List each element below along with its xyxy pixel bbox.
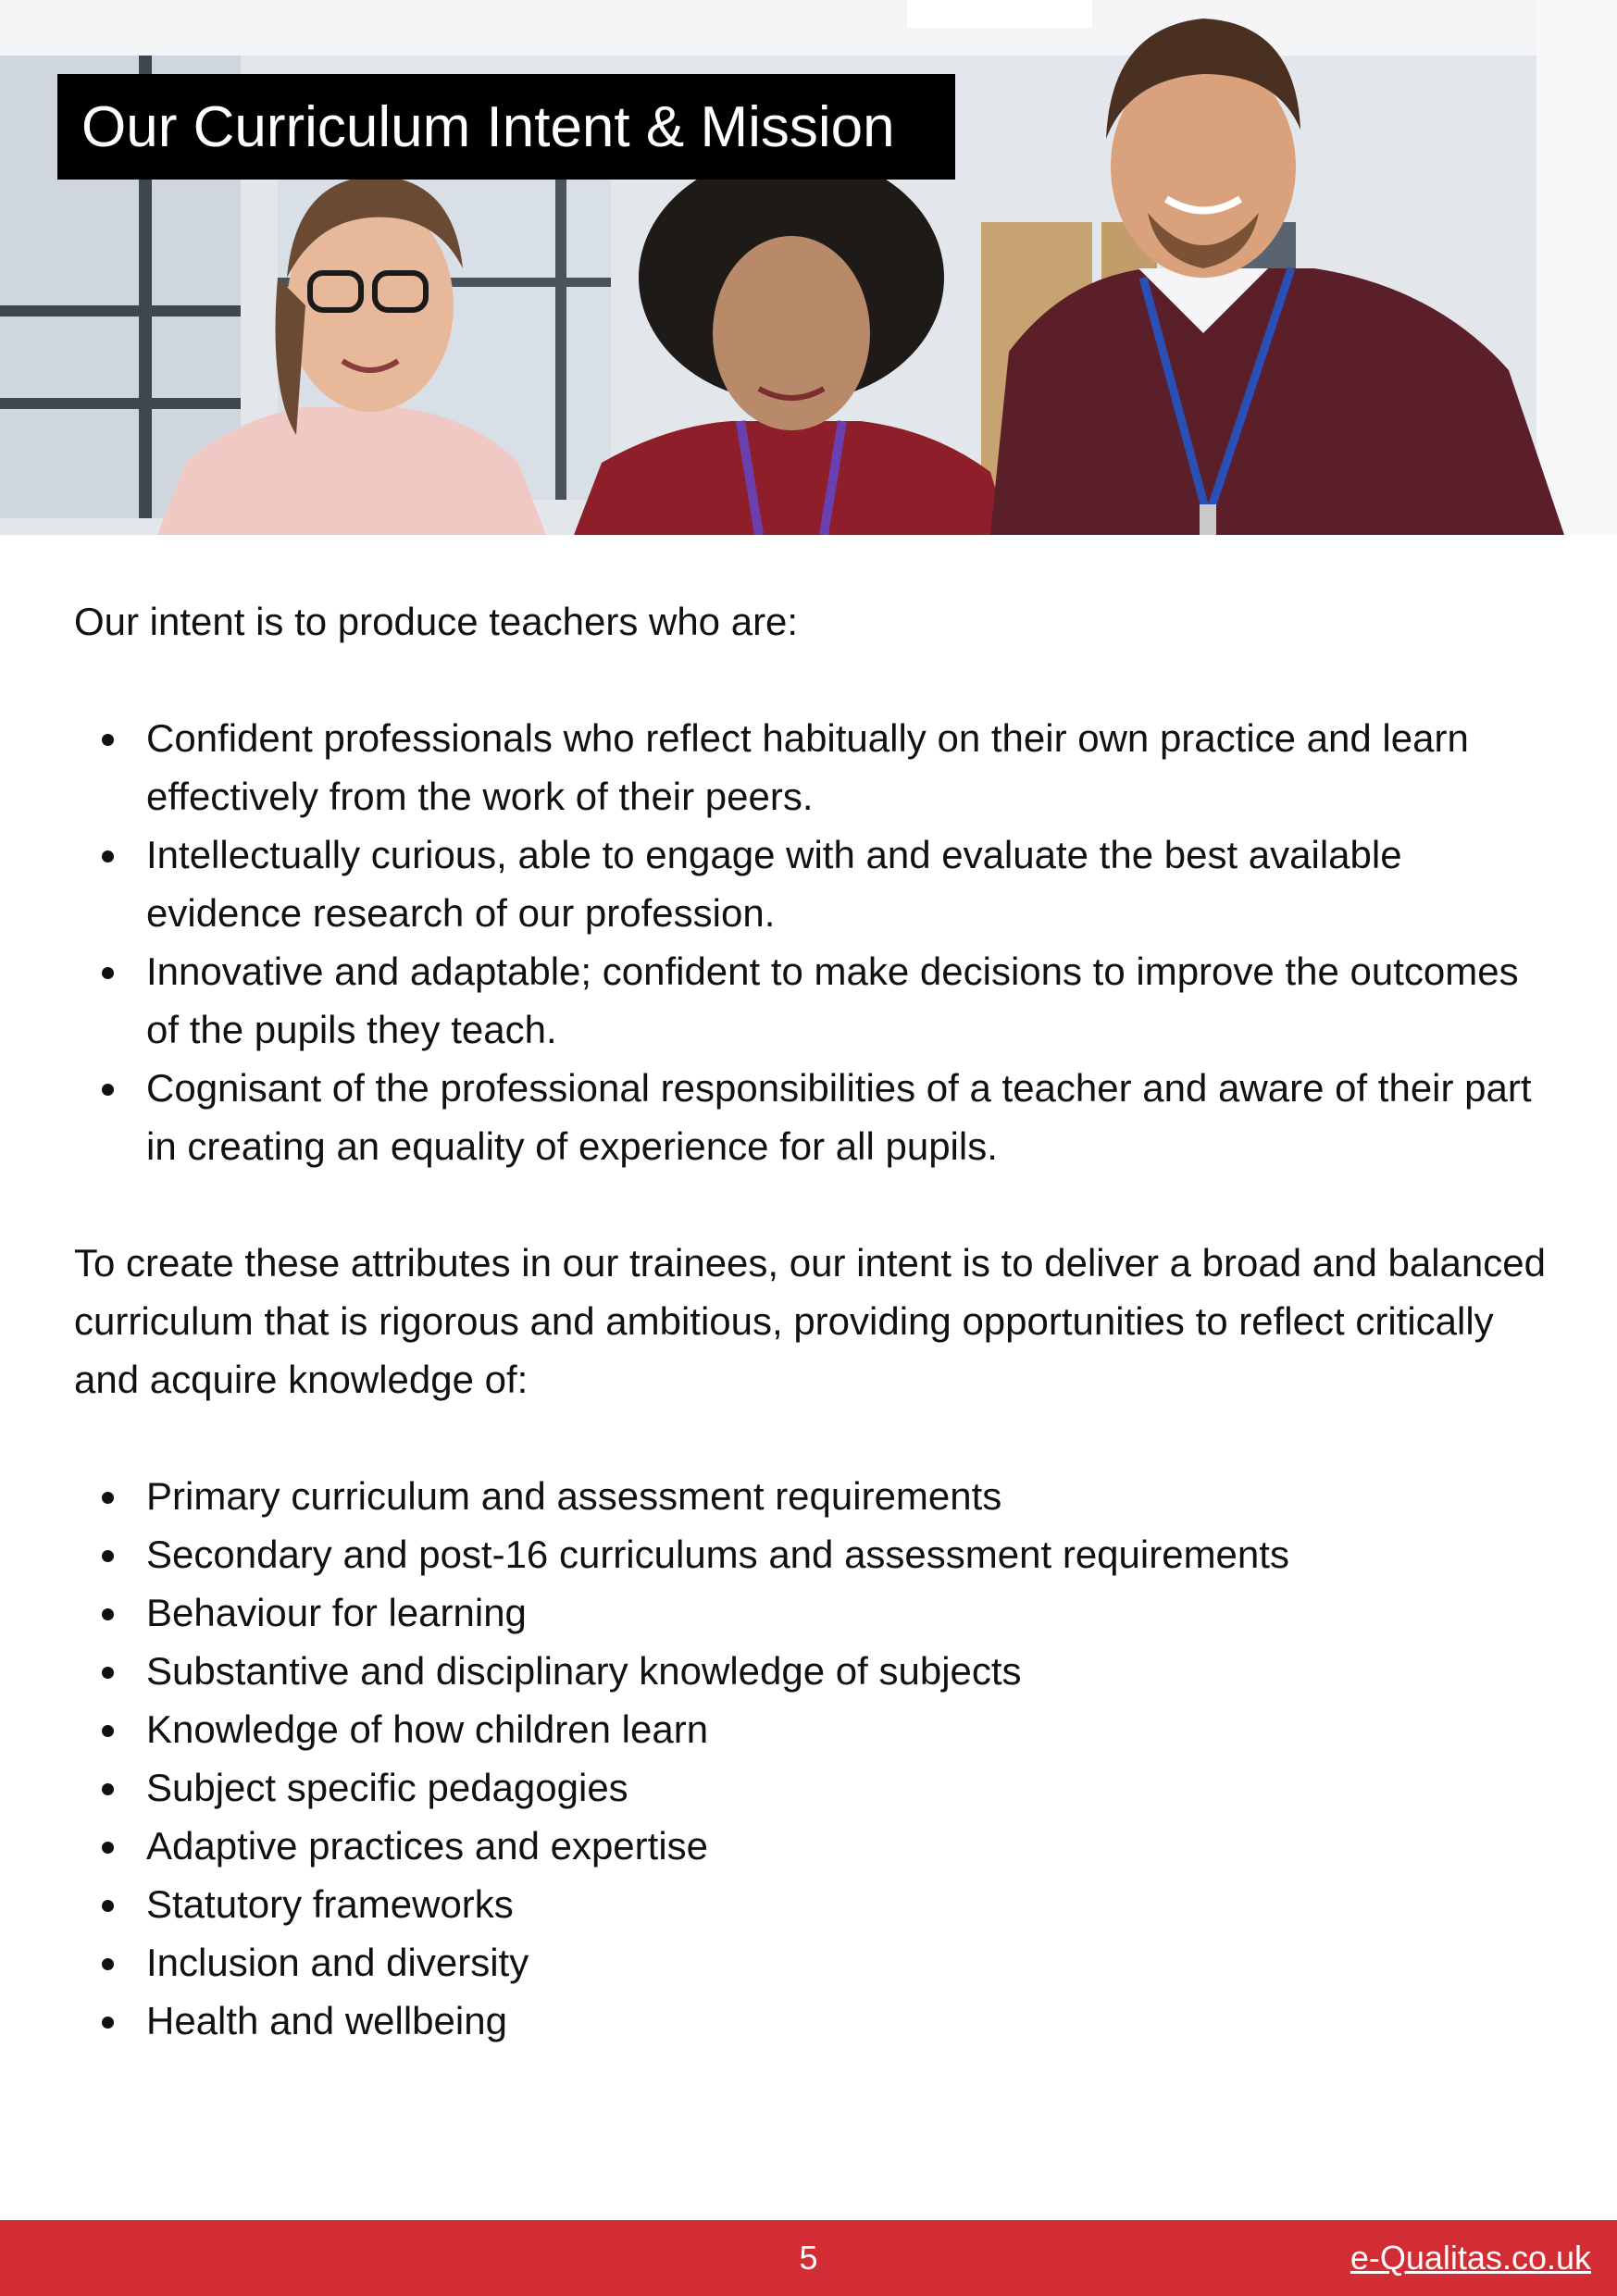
- list-item: Innovative and adaptable; confident to make decisions to improve the outcomes of the pupils they teach.: [74, 942, 1555, 1059]
- bullet-icon: [102, 1725, 114, 1737]
- bullet-icon: [102, 1492, 114, 1504]
- list-item: Inclusion and diversity: [74, 1933, 1555, 1992]
- list-item: Statutory frameworks: [74, 1875, 1555, 1933]
- bullet-icon: [102, 1084, 114, 1096]
- header-photo: [0, 0, 1617, 535]
- list-item: Substantive and disciplinary knowledge of subjects: [74, 1642, 1555, 1700]
- list-item: Knowledge of how children learn: [74, 1700, 1555, 1758]
- list-item: Subject specific pedagogies: [74, 1758, 1555, 1817]
- page-title-box: [57, 74, 955, 180]
- bullet-icon: [102, 734, 114, 746]
- bullet-icon: [102, 967, 114, 979]
- page-number: 5: [799, 2239, 818, 2277]
- list-item: Health and wellbeing: [74, 1992, 1555, 2050]
- bullet-icon: [102, 850, 114, 863]
- curriculum-intro-text: To create these attributes in our trainees, our intent is to deliver a broad and balanced curriculum that is rigorous and ambitious, providing opportunities to reflect critically and acquire knowledge of:: [74, 1241, 1546, 1401]
- bullet-icon: [102, 1667, 114, 1679]
- main-content: [74, 592, 1555, 2050]
- bullet-icon: [102, 1842, 114, 1854]
- page-footer: [0, 2220, 1617, 2296]
- bullet-icon: [102, 1783, 114, 1795]
- page-title: Our Curriculum Intent & Mission: [81, 94, 895, 159]
- website-link[interactable]: e-Qualitas.co.uk: [1350, 2239, 1591, 2277]
- list-item: Confident professionals who reflect habitually on their own practice and learn effectively from the work of their peers.: [74, 709, 1555, 825]
- qualities-list: [74, 709, 1555, 1175]
- list-item: Secondary and post-16 curriculums and assessment requirements: [74, 1525, 1555, 1583]
- bullet-icon: [102, 2017, 114, 2029]
- list-item: Intellectually curious, able to engage with and evaluate the best available evidence research of our profession.: [74, 825, 1555, 942]
- bullet-icon: [102, 1958, 114, 1970]
- bullet-icon: [102, 1550, 114, 1562]
- bullet-icon: [102, 1900, 114, 1912]
- intro-text: Our intent is to produce teachers who are:: [74, 600, 799, 643]
- list-item: Adaptive practices and expertise: [74, 1817, 1555, 1875]
- list-item: Behaviour for learning: [74, 1583, 1555, 1642]
- list-item: Primary curriculum and assessment requirements: [74, 1467, 1555, 1525]
- bullet-icon: [102, 1608, 114, 1620]
- knowledge-areas-list: [74, 1467, 1555, 2050]
- list-item: Cognisant of the professional responsibilities of a teacher and aware of their part in creating an equality of experience for all pupils.: [74, 1059, 1555, 1175]
